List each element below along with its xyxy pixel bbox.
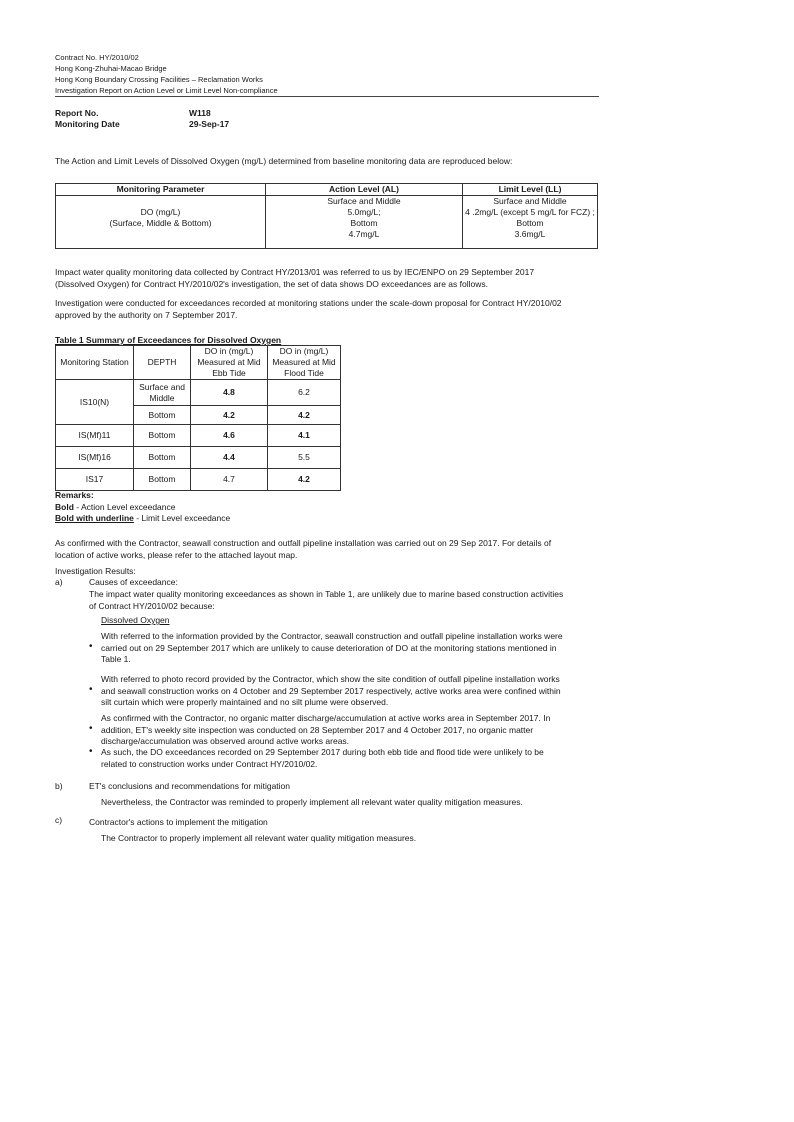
station-cell: IS17 [56, 469, 134, 491]
levels-header-action: Action Level (AL) [266, 184, 463, 196]
header-divider [55, 96, 599, 97]
exc-header-depth: DEPTH [134, 346, 191, 380]
levels-header-parameter: Monitoring Parameter [56, 184, 266, 196]
monitoring-date-label: Monitoring Date [55, 119, 120, 129]
paragraph-line: Table 1. [101, 654, 131, 664]
section-a-marker: a) [55, 577, 63, 587]
header-block [55, 52, 278, 96]
remarks-title: Remarks: [55, 490, 94, 500]
section-c-paragraph: The Contractor to properly implement all relevant water quality mitigation measures. [101, 833, 417, 843]
table-row [56, 469, 341, 491]
remarks-block [55, 490, 230, 525]
station-cell: IS10(N) [56, 380, 134, 425]
parameter-line: (Surface, Middle & Bottom) [109, 218, 212, 228]
report-no-label: Report No. [55, 108, 99, 118]
exc-header-station: Monitoring Station [56, 346, 134, 380]
remark-bold-underline-label: Bold with underline [55, 513, 134, 523]
remark-bold-text: - Action Level exceedance [73, 501, 176, 512]
flood-value-cell: 4.1 [268, 425, 341, 447]
paragraph-line: With referred to photo record provided by the Contractor, which show the site condition of outfall pipeline installation works [101, 674, 560, 684]
levels-action-cell [266, 196, 463, 249]
station-cell: IS(Mf)11 [56, 425, 134, 447]
remark-bold-label: Bold [55, 501, 74, 512]
flood-value-cell: 4.2 [268, 469, 341, 491]
table-row [56, 380, 341, 406]
dissolved-oxygen-heading: Dissolved Oxygen [101, 615, 170, 625]
header-works: Hong Kong Boundary Crossing Facilities – Reclamation Works [55, 75, 263, 84]
bullet-icon: • [89, 641, 93, 652]
paragraph-line: approved by the authority on 7 September 2017. [55, 309, 238, 320]
paragraph-data-source [55, 267, 534, 290]
header-contract-no: Contract No. HY/2010/02 [55, 53, 139, 62]
results-title: Investigation Results: [55, 566, 136, 576]
exc-header-ebb: DO in (mg/L) Measured at Mid Ebb Tide [191, 346, 268, 380]
paragraph-line: discharge/accumulation was observed around active works areas. [101, 736, 350, 746]
intro-text: The Action and Limit Levels of Dissolved Oxygen (mg/L) determined from baseline monitoring data are reproduced below: [55, 156, 513, 166]
levels-parameter-cell [56, 196, 266, 249]
paragraph-line: As confirmed with the Contractor, seawall construction and outfall pipeline installation was carried out on 29 Sep 2017. For details of [55, 538, 552, 548]
station-cell: IS(Mf)16 [56, 447, 134, 469]
table-row [56, 447, 341, 469]
paragraph-line: As confirmed with the Contractor, no organic matter discharge/accumulation at active works area in September 2017. In [101, 713, 551, 723]
bullet-icon: • [89, 746, 93, 757]
remark-bold-line [55, 502, 230, 514]
action-level-line: Bottom [350, 218, 378, 228]
paragraph-line: related to construction works under Contract HY/2010/02. [101, 758, 318, 769]
exceedance-table [55, 345, 341, 491]
paragraph-line: As such, the DO exceedances recorded on 29 September 2017 during both ebb tide and flood tide were unlikely to be [101, 747, 544, 757]
header-report-type: Investigation Report on Action Level or Limit Level Non-compliance [55, 86, 278, 95]
bullet-4-text [101, 747, 544, 770]
limit-level-line: 3.6mg/L [514, 229, 546, 239]
paragraph-line: Impact water quality monitoring data collected by Contract HY/2013/01 was referred to us by IEC/ENPO on 29 September 2017 [55, 267, 535, 277]
ebb-value-cell: 4.7 [191, 469, 268, 491]
flood-value-cell: 5.5 [268, 447, 341, 469]
paragraph-line: With referred to the information provided by the Contractor, seawall construction and outfall pipeline installation works were [101, 631, 563, 641]
depth-cell: Surface and Middle [134, 380, 191, 406]
levels-limit-cell [463, 196, 598, 249]
report-no-value: W118 [189, 108, 211, 118]
paragraph-line: silt curtain which were properly maintained and no silt plume were observed. [101, 697, 389, 707]
depth-cell: Bottom [134, 406, 191, 425]
paragraph-line: Investigation were conducted for exceedances recorded at monitoring stations under the scale-down proposal for Contract HY/2010/02 [55, 298, 562, 308]
ebb-value-cell: 4.4 [191, 447, 268, 469]
flood-value-cell: 4.2 [268, 406, 341, 425]
parameter-line: DO (mg/L) [140, 207, 181, 217]
bullet-2-text [101, 674, 561, 709]
action-limit-levels-table [55, 183, 598, 249]
paragraph-line: of Contract HY/2010/02 because: [89, 600, 215, 611]
paragraph-line: The impact water quality monitoring exceedances as shown in Table 1, are unlikely due to marine based construction activities [89, 589, 564, 599]
bullet-3-text [101, 713, 550, 748]
depth-cell: Bottom [134, 425, 191, 447]
limit-level-line: Surface and Middle [493, 196, 567, 206]
action-level-line: 4.7mg/L [348, 229, 380, 239]
ebb-value-cell: 4.6 [191, 425, 268, 447]
remark-bold-underline-text: - Limit Level exceedance [133, 513, 231, 523]
action-level-line: Surface and Middle [327, 196, 401, 206]
ebb-value-cell: 4.2 [191, 406, 268, 425]
limit-level-line: 4 .2mg/L (except 5 mg/L for FCZ) ; [465, 207, 595, 217]
ebb-value-cell: 4.8 [191, 380, 268, 406]
paragraph-works-confirmation [55, 538, 551, 561]
paragraph-line: carried out on 29 September 2017 which are unlikely to cause deterioration of DO at the monitoring stations mentioned in [101, 642, 557, 653]
header-project: Hong Kong-Zhuhai-Macao Bridge [55, 64, 167, 73]
paragraph-line: addition, ET's weekly site inspection was conducted on 28 September 2017 and 4 October 2017, no organic matter [101, 724, 534, 735]
action-level-line: 5.0mg/L; [347, 207, 381, 217]
levels-header-limit: Limit Level (LL) [463, 184, 598, 196]
table-1-title: Table 1 Summary of Exceedances for Dissolved Oxygen [55, 335, 282, 345]
table-row [56, 425, 341, 447]
bullet-icon: • [89, 723, 93, 734]
section-b-title: ET's conclusions and recommendations for mitigation [89, 781, 290, 791]
section-b-paragraph: Nevertheless, the Contractor was reminded to properly implement all relevant water quality mitigation measures. [101, 797, 523, 807]
depth-cell: Bottom [134, 447, 191, 469]
bullet-icon: • [89, 684, 93, 695]
section-a-paragraph [89, 589, 563, 612]
limit-level-line: Bottom [516, 218, 544, 228]
paragraph-line: (Dissolved Oxygen) for Contract HY/2010/02's investigation, the set of data shows DO exceedances are as follows. [55, 278, 488, 289]
section-a-title: Causes of exceedance: [89, 577, 178, 587]
exc-header-flood: DO in (mg/L) Measured at Mid Flood Tide [268, 346, 341, 380]
section-b-marker: b) [55, 781, 63, 791]
paragraph-line: and seawall construction works on 4 October and 29 September 2017 respectively, active works area were confined within [101, 685, 561, 696]
paragraph-investigation-scope [55, 298, 562, 321]
bullet-1-text [101, 631, 563, 666]
flood-value-cell: 6.2 [268, 380, 341, 406]
monitoring-date-value: 29-Sep-17 [189, 119, 230, 129]
remark-bold-underline-line [55, 513, 230, 525]
section-c-marker: c) [55, 815, 63, 825]
paragraph-line: location of active works, please refer to the attached layout map. [55, 549, 298, 560]
depth-cell: Bottom [134, 469, 191, 491]
section-c-title: Contractor's actions to implement the mitigation [89, 817, 268, 827]
